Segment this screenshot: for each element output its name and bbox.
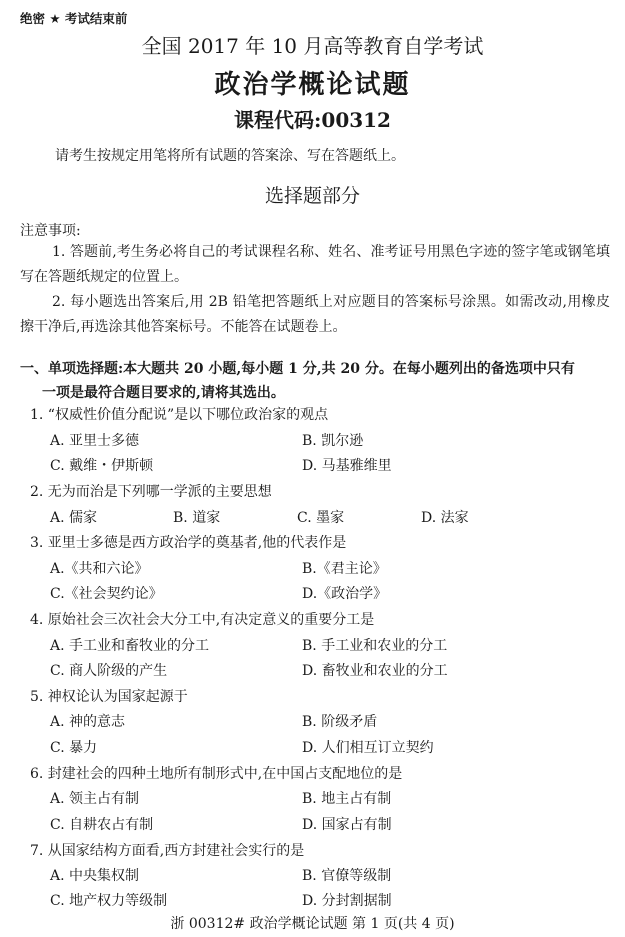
option-b: B.《君主论》 [302, 561, 387, 577]
question-stem: 6. 封建社会的四种土地所有制形式中,在中国占支配地位的是 [30, 766, 403, 782]
question-stem: 7. 从国家结构方面看,西方封建社会实行的是 [30, 843, 305, 859]
option-c: C. 商人阶级的产生 [50, 663, 168, 679]
part-heading-line: 一、单项选择题:本大题共 20 小题,每小题 1 分,共 20 分。在每小题列出的备选项中只有 [20, 361, 575, 377]
question-stem: 3. 亚里士多德是西方政治学的奠基者,他的代表作是 [30, 535, 347, 551]
option-b: B. 阶级矛盾 [302, 714, 378, 730]
option-a: A. 手工业和畜牧业的分工 [50, 638, 210, 654]
option-c: C. 自耕农占有制 [50, 817, 154, 833]
note-item: 2. 每小题选出答案后,用 2B 铅笔把答题纸上对应题目的答案标号涂黑。如需改动,用橡皮擦干净后,再选涂其他答案标号。不能答在试题卷上。 [20, 294, 610, 335]
option-c: C. 地产权力等级制 [50, 893, 168, 909]
part-heading [20, 357, 610, 405]
part-heading-line: 一项是最符合题目要求的,请将其选出。 [42, 385, 285, 401]
option-a: A. 中央集权制 [50, 868, 140, 884]
option-a: A. 亚里士多德 [50, 433, 140, 449]
option-b: B. 道家 [173, 510, 221, 526]
section-title: 选择题部分 [264, 185, 360, 207]
option-d: D. 马基雅维里 [302, 458, 392, 474]
option-c: C. 暴力 [50, 740, 98, 756]
exam-title: 全国 2017 年 10 月高等教育自学考试 [141, 34, 484, 58]
classification-label: 绝密 ★ 考试结束前 [20, 11, 128, 26]
page-footer: 浙 00312# 政治学概论试题 第 1 页(共 4 页) [170, 916, 455, 932]
option-b: B. 凯尔逊 [302, 433, 364, 449]
option-d: D. 国家占有制 [302, 817, 392, 833]
paper-title: 政治学概论试题 [214, 70, 411, 100]
option-a: A. 神的意志 [50, 714, 126, 730]
note-item: 1. 答题前,考生务必将自己的考试课程名称、姓名、准考证号用黑色字迹的签字笔或钢笔填写在答题纸规定的位置上。 [20, 244, 610, 285]
question-stem: 5. 神权论认为国家起源于 [30, 689, 188, 705]
course-code: 课程代码:00312 [234, 108, 391, 132]
option-c: C. 墨家 [297, 510, 345, 526]
answer-instruction: 请考生按规定用笔将所有试题的答案涂、写在答题纸上。 [55, 148, 405, 164]
option-b: B. 手工业和农业的分工 [302, 638, 448, 654]
question-stem: 2. 无为而治是下列哪一学派的主要思想 [30, 484, 272, 500]
option-a: A.《共和六论》 [50, 561, 149, 577]
option-d: D. 人们相互订立契约 [302, 740, 434, 756]
option-a: A. 领主占有制 [50, 791, 140, 807]
option-d: D. 畜牧业和农业的分工 [302, 663, 448, 679]
option-b: B. 地主占有制 [302, 791, 392, 807]
option-d: D. 分封割据制 [302, 893, 392, 909]
option-b: B. 官僚等级制 [302, 868, 392, 884]
notes-title: 注意事项: [20, 223, 81, 239]
question-stem: 4. 原始社会三次社会大分工中,有决定意义的重要分工是 [30, 612, 375, 628]
option-d: D.《政治学》 [302, 586, 388, 602]
question-stem: 1. “权威性价值分配说”是以下哪位政治家的观点 [30, 407, 329, 423]
option-c: C. 戴维・伊斯顿 [50, 458, 154, 474]
option-c: C.《社会契约论》 [50, 586, 163, 602]
option-d: D. 法家 [421, 510, 469, 526]
option-a: A. 儒家 [50, 510, 98, 526]
